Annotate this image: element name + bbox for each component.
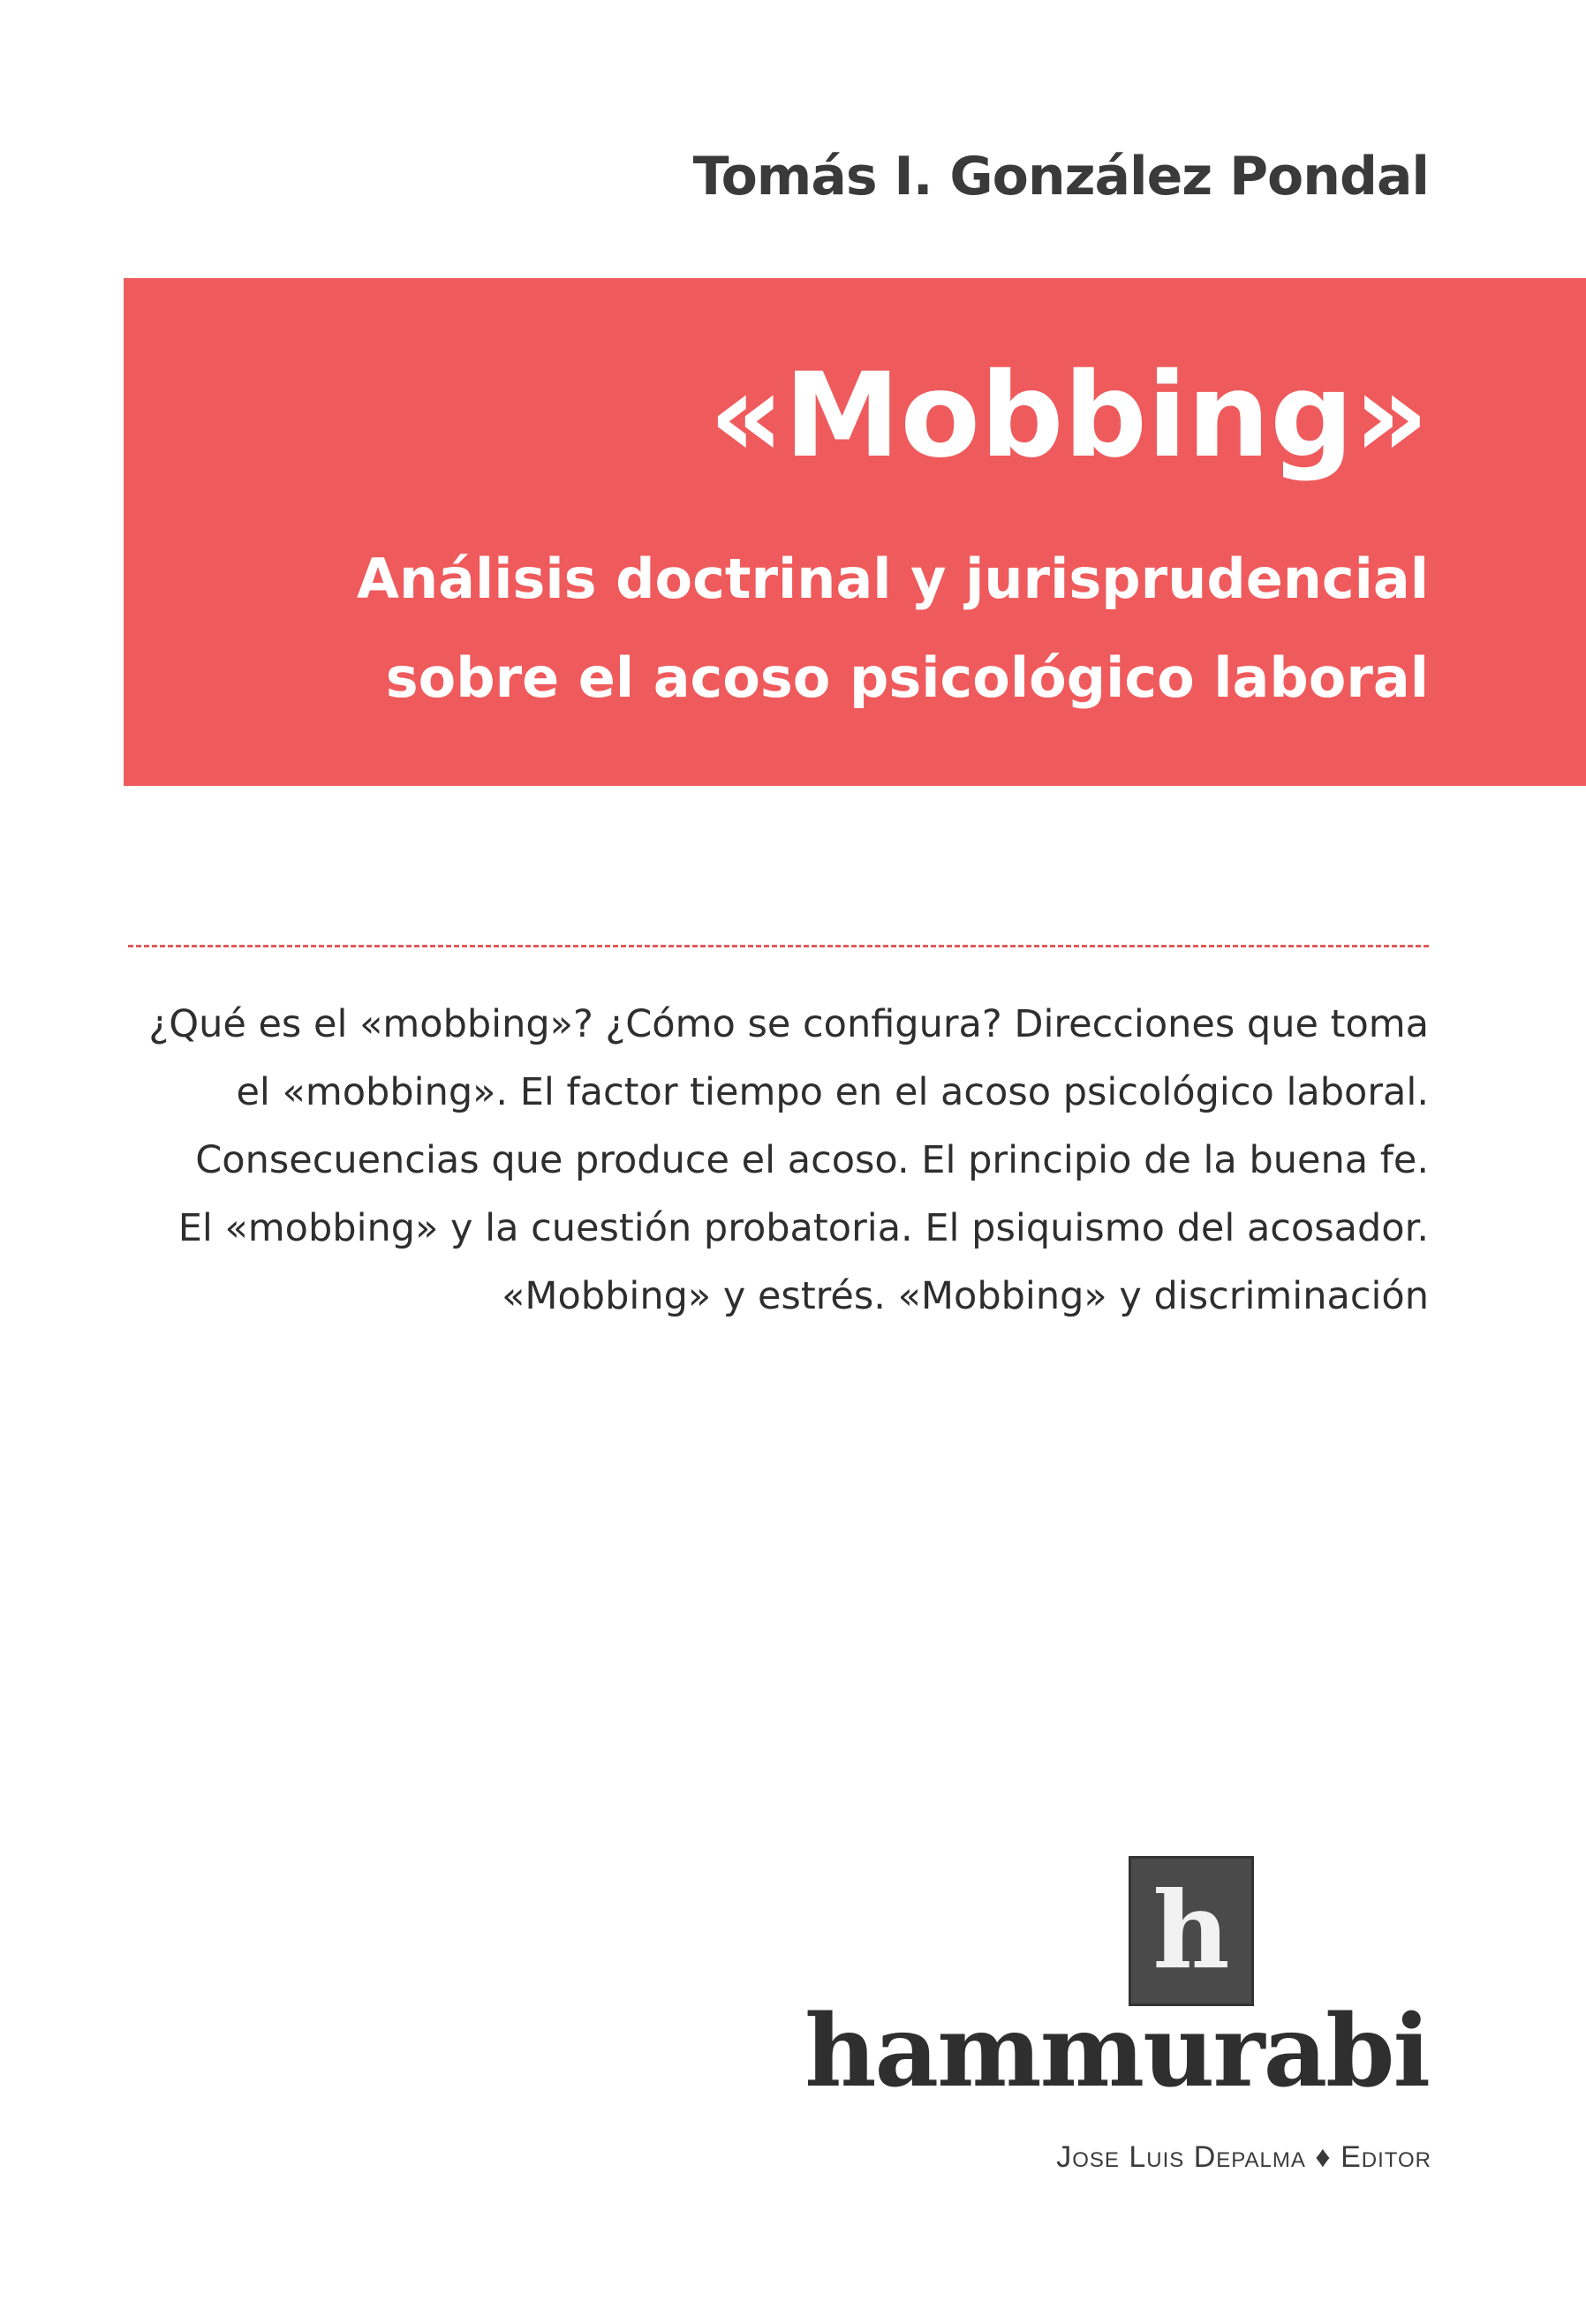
book-subtitle [357,530,1429,728]
dashed-divider [128,945,1429,947]
summary-line: ¿Qué es el «mobbing»? ¿Cómo se configura? Direcciones que toma [148,1002,1429,1046]
contents-summary [148,991,1429,1331]
summary-line: El «mobbing» y la cuestión probatoria. El psiquismo del acosador. [177,1206,1429,1250]
author-name: Tomás I. González Pondal [692,146,1429,208]
publisher-editor-line: Jose Luis Depalma ♦ Editor [1056,2140,1431,2174]
logo-letter: h [1152,1868,1230,1993]
publisher-brand: hammurabi [804,1994,1429,2109]
book-title: «Mobbing» [708,348,1429,484]
summary-line: Consecuencias que produce el acoso. El principio de la buena fe. [195,1138,1429,1182]
subtitle-line: Análisis doctrinal y jurisprudencial [357,547,1429,611]
publisher-logo-icon [1129,1856,1254,2006]
summary-line: «Mobbing» y estrés. «Mobbing» y discriminación [502,1274,1429,1318]
summary-line: el «mobbing». El factor tiempo en el acoso psicológico laboral. [236,1070,1429,1114]
subtitle-line: sobre el acoso psicológico laboral [385,645,1429,710]
